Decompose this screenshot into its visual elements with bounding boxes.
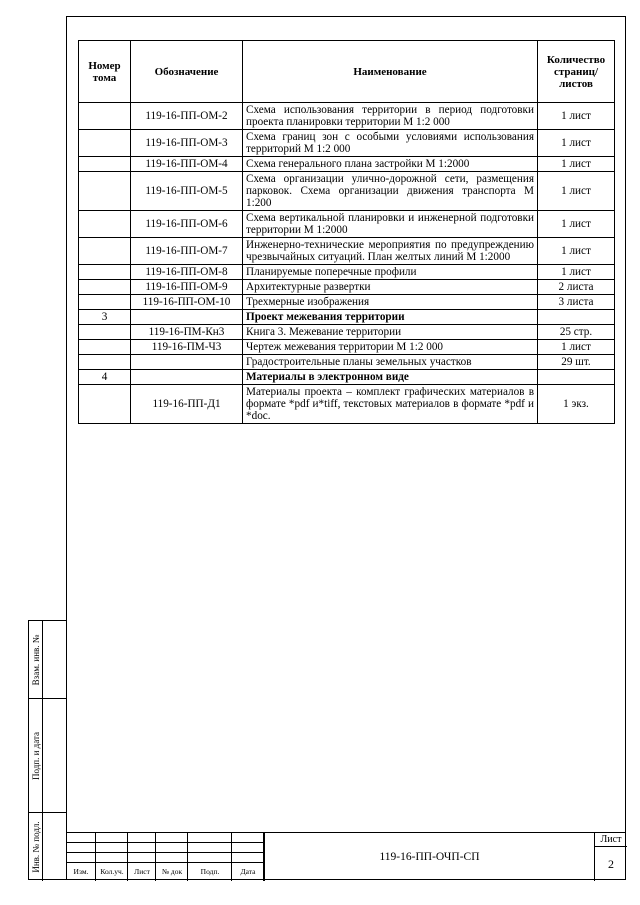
title-block [66,832,626,880]
title-block-label: Дата [240,867,256,876]
cell-designation [131,370,243,385]
side-stamp-cell [29,699,67,813]
cell-designation: 119-16-ПМ-Ч3 [131,340,243,355]
document-code: 119-16-ПП-ОЧП-СП [264,833,594,881]
cell-designation [131,355,243,370]
cell-name: Схема организации улично-дорожной сети, размещения парковок. Схема организации движения транспорта М 1:200 [243,172,538,211]
side-stamp [28,620,66,880]
cell-name: Схема генерального плана застройки М 1:2000 [243,157,538,172]
cell-designation: 119-16-ПП-ОМ-2 [131,103,243,130]
side-stamp-cell [29,813,67,881]
table-row [79,340,615,355]
cell-volume [79,103,131,130]
cell-count: 3 листа [538,295,615,310]
cell-designation: 119-16-ПП-ОМ-6 [131,211,243,238]
cell-volume [79,211,131,238]
header-count: Количество страниц/ листов [538,41,615,103]
header-volume: Номер тома [79,41,131,103]
title-block-label: Подп. [200,867,220,876]
cell-count: 1 лист [538,211,615,238]
cell-name: Инженерно-технические мероприятия по предупреждению чрезвычайных ситуаций. План желтых линий М 1:2000 [243,238,538,265]
cell-name: Трехмерные изображения [243,295,538,310]
cell-count: 2 листа [538,280,615,295]
cell-designation: 119-16-ПП-ОМ-9 [131,280,243,295]
cell-count: 1 лист [538,157,615,172]
title-block-label: Изм. [73,867,89,876]
cell-designation: 119-16-ПП-ОМ-7 [131,238,243,265]
table-row [79,370,615,385]
cell-designation: 119-16-ПП-ОМ-4 [131,157,243,172]
cell-name: Схема вертикальной планировки и инженерной подготовки территории М 1:2000 [243,211,538,238]
cell-count [538,310,615,325]
cell-volume [79,172,131,211]
title-block-label: № док [161,867,183,876]
title-block-label: Лист [134,867,150,876]
contents-table [78,40,615,424]
cell-name: Градостроительные планы земельных участков [243,355,538,370]
cell-volume: 3 [79,310,131,325]
cell-designation: 119-16-ПМ-Кн3 [131,325,243,340]
cell-designation: 119-16-ПП-ОМ-10 [131,295,243,310]
cell-count: 29 шт. [538,355,615,370]
cell-designation: 119-16-ПП-Д1 [131,385,243,424]
cell-name: Архитектурные развертки [243,280,538,295]
cell-designation [131,310,243,325]
cell-name: Планируемые поперечные профили [243,265,538,280]
cell-count: 1 экз. [538,385,615,424]
cell-volume [79,340,131,355]
table-row [79,103,615,130]
header-designation: Обозначение [131,41,243,103]
header-name: Наименование [243,41,538,103]
cell-volume [79,280,131,295]
cell-count: 1 лист [538,238,615,265]
cell-name: Схема использования территории в период подготовки проекта планировки территории М 1:2 000 [243,103,538,130]
cell-volume [79,325,131,340]
table-row [79,280,615,295]
cell-count: 25 стр. [538,325,615,340]
cell-volume [79,385,131,424]
cell-volume [79,355,131,370]
side-stamp-cell [29,621,67,699]
table-row [79,172,615,211]
table-row [79,295,615,310]
table-row [79,355,615,370]
table-row [79,211,615,238]
cell-name: Чертеж межевания территории М 1:2 000 [243,340,538,355]
cell-name: Проект межевания территории [243,310,538,325]
cell-volume [79,295,131,310]
table-row [79,385,615,424]
side-stamp-label: Подп. и дата [30,731,41,780]
cell-volume [79,238,131,265]
sheet-number: 2 [608,857,614,871]
table-row [79,157,615,172]
cell-volume [79,265,131,280]
cell-volume [79,130,131,157]
table-row [79,310,615,325]
table-row [79,265,615,280]
cell-volume: 4 [79,370,131,385]
cell-name: Материалы в электронном виде [243,370,538,385]
cell-count: 1 лист [538,172,615,211]
cell-name: Материалы проекта – комплект графических материалов в формате *pdf и*tiff, текстовых материалов в формате *pdf и *doc. [243,385,538,424]
cell-name: Схема границ зон с особыми условиями использования территорий М 1:2 000 [243,130,538,157]
sheet-number-box [594,833,626,881]
cell-designation: 119-16-ПП-ОМ-3 [131,130,243,157]
table-body [79,103,615,424]
cell-volume [79,157,131,172]
cell-count: 1 лист [538,340,615,355]
cell-designation: 119-16-ПП-ОМ-8 [131,265,243,280]
side-stamp-label: Взам. инв. № [30,634,41,685]
table-row [79,325,615,340]
side-stamp-label: Инв. № подл. [30,821,41,873]
sheet-label: Лист [595,833,627,847]
cell-count [538,370,615,385]
table-header-row [79,41,615,103]
cell-count: 1 лист [538,103,615,130]
title-block-label: Кол.уч. [100,867,124,876]
cell-count: 1 лист [538,130,615,157]
cell-name: Книга 3. Межевание территории [243,325,538,340]
cell-count: 1 лист [538,265,615,280]
table-row [79,130,615,157]
table-row [79,238,615,265]
cell-designation: 119-16-ПП-ОМ-5 [131,172,243,211]
